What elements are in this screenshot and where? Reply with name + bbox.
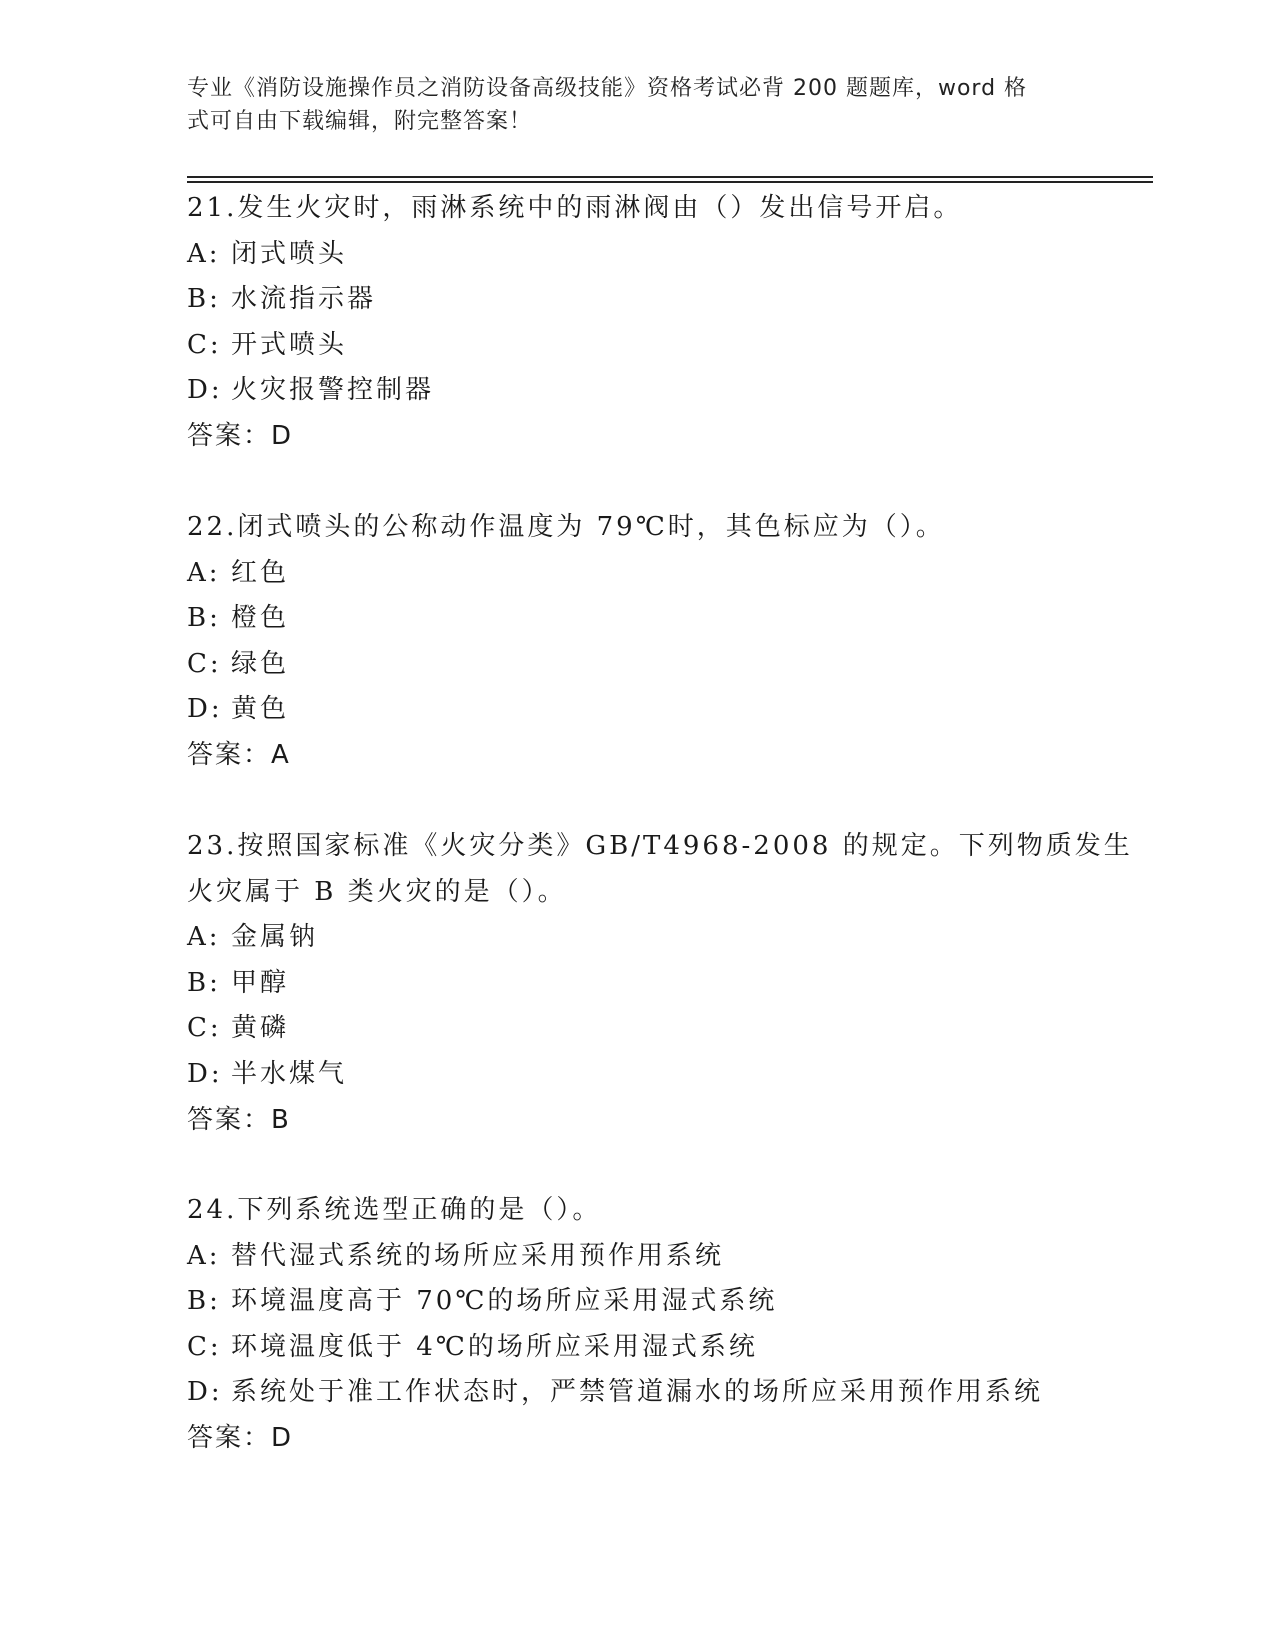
question-21 bbox=[187, 186, 1087, 460]
option-key: B: bbox=[187, 603, 221, 634]
header-line-2: 式可自由下载编辑，附完整答案！ bbox=[187, 109, 533, 134]
header-divider-top bbox=[187, 176, 1153, 178]
option-b bbox=[187, 1279, 1087, 1325]
option-key: C: bbox=[187, 329, 222, 360]
question-stem bbox=[187, 824, 1133, 915]
option-text: 系统处于准工作状态时，严禁管道漏水的场所应采用预作用系统 bbox=[231, 1377, 1044, 1408]
option-b bbox=[187, 596, 1087, 642]
option-a bbox=[187, 232, 1087, 278]
option-c bbox=[187, 1006, 1087, 1052]
option-text: 黄磷 bbox=[231, 1013, 290, 1044]
option-text: 半水煤气 bbox=[231, 1058, 348, 1089]
option-key: A: bbox=[187, 238, 221, 269]
option-c bbox=[187, 323, 1087, 369]
answer: 答案：D bbox=[187, 1422, 294, 1453]
option-a bbox=[187, 1234, 1087, 1280]
question-stem-line: 21.发生火灾时，雨淋系统中的雨淋阀由（）发出信号开启。 bbox=[187, 193, 963, 223]
question-stem-line: 火灾属于 B 类火灾的是（）。 bbox=[187, 876, 567, 907]
question-stem-line: 23.按照国家标准《火灾分类》GB/T4968-2008 的规定。下列物质发生 bbox=[187, 831, 1133, 861]
option-d bbox=[187, 687, 1087, 733]
option-text: 甲醇 bbox=[231, 967, 290, 998]
option-text: 环境温度低于 4℃的场所应采用湿式系统 bbox=[231, 1331, 758, 1362]
option-text: 黄色 bbox=[231, 694, 290, 725]
question-stem bbox=[187, 186, 1087, 232]
option-c bbox=[187, 642, 1087, 688]
option-d bbox=[187, 1052, 1087, 1098]
option-text: 开式喷头 bbox=[231, 329, 348, 360]
question-22 bbox=[187, 505, 1087, 779]
option-key: B: bbox=[187, 967, 221, 998]
option-text: 替代湿式系统的场所应采用预作用系统 bbox=[231, 1240, 725, 1271]
option-key: B: bbox=[187, 1286, 221, 1317]
option-key: D: bbox=[187, 1058, 223, 1089]
question-23 bbox=[187, 824, 1133, 1143]
option-key: A: bbox=[187, 557, 221, 588]
question-stem bbox=[187, 1188, 1087, 1234]
option-b bbox=[187, 961, 1087, 1007]
option-key: D: bbox=[187, 1377, 223, 1408]
option-text: 金属钠 bbox=[231, 922, 319, 953]
option-text: 红色 bbox=[231, 557, 290, 588]
option-key: A: bbox=[187, 1240, 221, 1271]
option-key: C: bbox=[187, 1013, 222, 1044]
option-text: 闭式喷头 bbox=[231, 238, 348, 269]
option-key: D: bbox=[187, 375, 223, 406]
option-b bbox=[187, 277, 1087, 323]
option-d bbox=[187, 1370, 1087, 1416]
option-key: B: bbox=[187, 284, 221, 315]
option-a bbox=[187, 551, 1087, 597]
header-divider-bottom bbox=[187, 181, 1153, 183]
option-key: C: bbox=[187, 648, 222, 679]
answer: 答案：D bbox=[187, 420, 294, 451]
header-line-1: 专业《消防设施操作员之消防设备高级技能》资格考试必背 200 题题库，word 格 bbox=[187, 76, 1028, 101]
question-stem-line: 22.闭式喷头的公称动作温度为 79℃时，其色标应为（）。 bbox=[187, 512, 945, 542]
question-stem-line: 24.下列系统选型正确的是（）。 bbox=[187, 1195, 602, 1225]
answer: 答案：B bbox=[187, 1104, 291, 1135]
option-text: 水流指示器 bbox=[231, 284, 377, 315]
option-text: 橙色 bbox=[231, 603, 290, 634]
option-text: 火灾报警控制器 bbox=[231, 375, 435, 406]
option-a bbox=[187, 915, 1087, 961]
option-c bbox=[187, 1325, 1087, 1371]
option-key: D: bbox=[187, 694, 223, 725]
option-key: C: bbox=[187, 1331, 222, 1362]
option-key: A: bbox=[187, 922, 221, 953]
question-24 bbox=[187, 1188, 1087, 1462]
document-header bbox=[187, 72, 1077, 138]
option-text: 绿色 bbox=[231, 648, 290, 679]
question-stem bbox=[187, 505, 1087, 551]
answer: 答案：A bbox=[187, 739, 291, 770]
option-text: 环境温度高于 70℃的场所应采用湿式系统 bbox=[231, 1286, 778, 1317]
option-d bbox=[187, 368, 1087, 414]
